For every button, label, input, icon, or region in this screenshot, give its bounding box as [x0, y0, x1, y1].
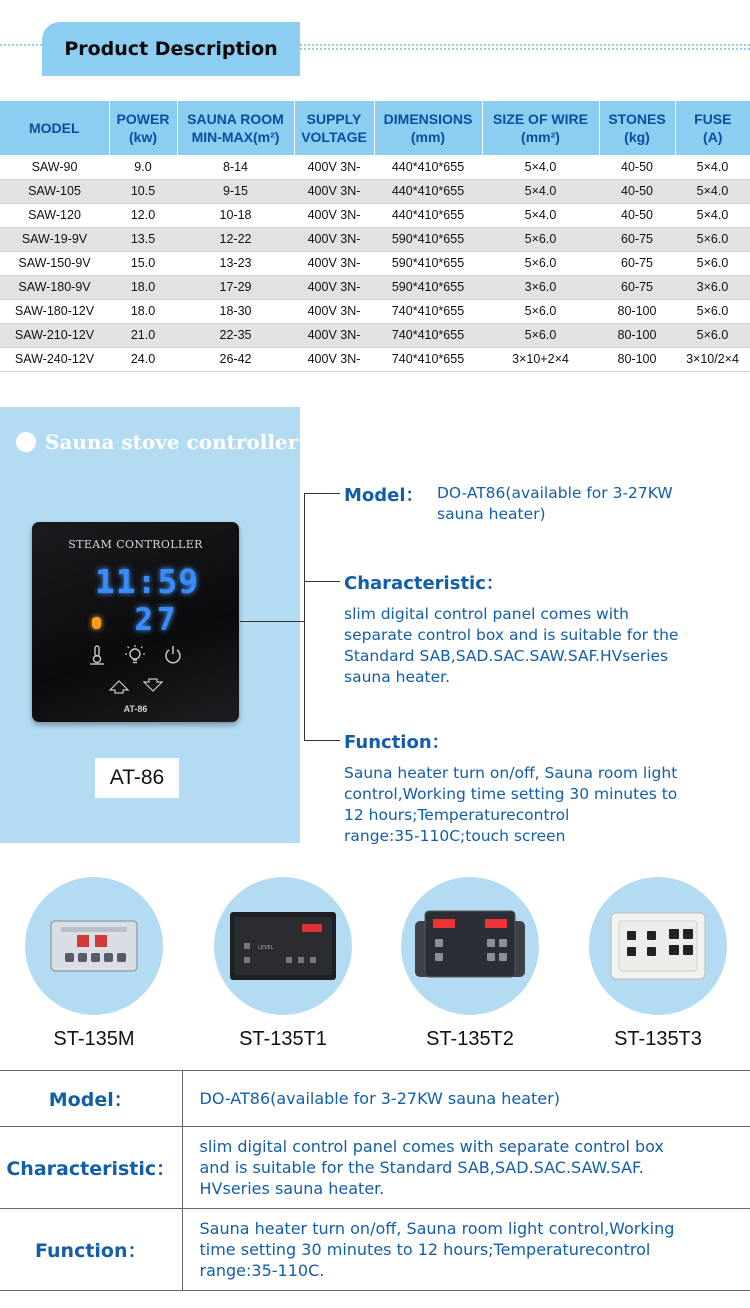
cell-fuse: 5×6.0 — [675, 227, 750, 251]
model-image-st-135m — [25, 877, 163, 1015]
cell-voltage: 400V 3N- — [294, 179, 374, 203]
cell-model: SAW-90 — [0, 155, 109, 179]
col-header-wire: SIZE OF WIRE (mm²) — [482, 101, 599, 155]
cell-wire: 5×4.0 — [482, 203, 599, 227]
col-header-fuse: FUSE (A) — [675, 101, 750, 155]
cell-voltage: 400V 3N- — [294, 323, 374, 347]
page-title: Product Description — [64, 38, 278, 60]
panel-led-icon — [92, 617, 101, 629]
cell-power: 18.0 — [109, 275, 177, 299]
row-value-function — [182, 1209, 750, 1291]
cell-voltage: 400V 3N- — [294, 299, 374, 323]
characteristic-text-line: slim digital control panel comes with — [344, 605, 629, 623]
characteristic-text-line: Standard SAB,SAD.SAC.SAW.SAF.HVseries — [344, 647, 669, 665]
cell-model: SAW-150-9V — [0, 251, 109, 275]
controller-heading-text: Sauna stove controller — [45, 430, 299, 454]
row-value-line: time setting 30 minutes to 12 hours;Temperaturecontrol — [199, 1240, 651, 1259]
cell-power: 13.5 — [109, 227, 177, 251]
cell-fuse: 5×6.0 — [675, 299, 750, 323]
controller-model-label: AT-86 — [95, 758, 179, 798]
connector-line — [304, 493, 340, 741]
bullet-icon — [16, 432, 36, 452]
cell-room: 12-22 — [177, 227, 294, 251]
cell-voltage: 400V 3N- — [294, 347, 374, 371]
cell-dimensions: 740*410*655 — [374, 323, 482, 347]
cell-stones: 40-50 — [599, 179, 675, 203]
model-name: ST-135M — [53, 1028, 135, 1050]
controller-info-table — [0, 1070, 750, 1291]
cell-stones: 80-100 — [599, 299, 675, 323]
light-bulb-icon — [124, 644, 146, 666]
arrow-up-icon — [108, 678, 130, 694]
function-text-line: Sauna heater turn on/off, Sauna room light — [344, 764, 678, 782]
row-label-characteristic: Characteristic： — [0, 1127, 182, 1209]
cell-fuse: 5×4.0 — [675, 179, 750, 203]
controller-st-135m-icon — [25, 877, 163, 1015]
connector-line — [240, 621, 304, 622]
cell-wire: 5×4.0 — [482, 179, 599, 203]
spec-table — [0, 101, 750, 372]
model-name: ST-135T1 — [239, 1028, 327, 1050]
cell-model: SAW-180-12V — [0, 299, 109, 323]
model-text-line: DO-AT86(available for 3-27KW — [437, 484, 673, 502]
row-value-characteristic — [182, 1127, 750, 1209]
model-name: ST-135T2 — [426, 1028, 514, 1050]
heater-icon — [86, 644, 108, 666]
cell-fuse: 5×4.0 — [675, 155, 750, 179]
cell-dimensions: 740*410*655 — [374, 347, 482, 371]
cell-power: 15.0 — [109, 251, 177, 275]
cell-room: 9-15 — [177, 179, 294, 203]
cell-dimensions: 440*410*655 — [374, 203, 482, 227]
row-value-model — [182, 1071, 750, 1127]
cell-power: 12.0 — [109, 203, 177, 227]
cell-room: 13-23 — [177, 251, 294, 275]
model-image-st-135t2 — [401, 877, 539, 1015]
cell-stones: 60-75 — [599, 251, 675, 275]
table-row — [0, 323, 750, 347]
cell-stones: 40-50 — [599, 203, 675, 227]
function-heading: Function： — [344, 732, 450, 753]
panel-time-display: 11:59 — [94, 562, 200, 601]
table-row — [0, 299, 750, 323]
table-row — [0, 1127, 750, 1209]
model-name: ST-135T3 — [614, 1028, 702, 1050]
row-value-line: range:35-110C. — [199, 1261, 325, 1280]
cell-fuse: 5×6.0 — [675, 251, 750, 275]
cell-wire: 5×4.0 — [482, 155, 599, 179]
cell-power: 21.0 — [109, 323, 177, 347]
panel-temp-display: 27 — [134, 602, 180, 638]
cell-wire: 5×6.0 — [482, 227, 599, 251]
cell-dimensions: 740*410*655 — [374, 299, 482, 323]
power-icon — [162, 644, 184, 666]
row-label-function: Function： — [0, 1209, 182, 1291]
svg-text:LEVEL: LEVEL — [258, 945, 274, 951]
cell-stones: 60-75 — [599, 275, 675, 299]
cell-dimensions: 590*410*655 — [374, 275, 482, 299]
controller-st-135t3-icon — [589, 877, 727, 1015]
model-image-st-135t1 — [214, 877, 352, 1015]
table-row — [0, 275, 750, 299]
cell-wire: 3×6.0 — [482, 275, 599, 299]
cell-room: 17-29 — [177, 275, 294, 299]
row-value-line: and is suitable for the Standard SAB,SAD.SAC.SAW.SAF. — [199, 1158, 644, 1177]
table-row — [0, 155, 750, 179]
controller-device-image — [32, 522, 239, 722]
cell-wire: 5×6.0 — [482, 299, 599, 323]
row-value-line: HVseries sauna heater. — [199, 1179, 385, 1198]
cell-model: SAW-210-12V — [0, 323, 109, 347]
cell-wire: 5×6.0 — [482, 251, 599, 275]
cell-dimensions: 590*410*655 — [374, 227, 482, 251]
table-row — [0, 251, 750, 275]
col-header-model: MODEL — [0, 101, 109, 155]
function-text-line: range:35-110C;touch screen — [344, 827, 566, 845]
col-header-stones: STONES (kg) — [599, 101, 675, 155]
col-header-power: POWER (kw) — [109, 101, 177, 155]
controller-heading — [16, 430, 298, 454]
cell-model: SAW-120 — [0, 203, 109, 227]
cell-model: SAW-180-9V — [0, 275, 109, 299]
table-row — [0, 1209, 750, 1291]
row-value-line: slim digital control panel comes with separate control box — [199, 1137, 664, 1156]
cell-dimensions: 440*410*655 — [374, 179, 482, 203]
cell-room: 18-30 — [177, 299, 294, 323]
cell-fuse: 3×10/2×4 — [675, 347, 750, 371]
header-dotted-line-bottom — [300, 48, 750, 50]
cell-stones: 80-100 — [599, 347, 675, 371]
cell-room: 8-14 — [177, 155, 294, 179]
controller-st-135t2-icon — [401, 877, 539, 1015]
cell-voltage: 400V 3N- — [294, 275, 374, 299]
characteristic-text-line: sauna heater. — [344, 668, 450, 686]
panel-title: STEAM CONTROLLER — [68, 538, 203, 551]
cell-model: SAW-240-12V — [0, 347, 109, 371]
cell-fuse: 5×6.0 — [675, 323, 750, 347]
table-row — [0, 227, 750, 251]
table-row — [0, 203, 750, 227]
characteristic-heading: Characteristic： — [344, 573, 504, 594]
model-image-st-135t3 — [589, 877, 727, 1015]
cell-stones: 60-75 — [599, 227, 675, 251]
characteristic-text-line: separate control box and is suitable for the — [344, 626, 679, 644]
row-value-line: Sauna heater turn on/off, Sauna room light control,Working — [199, 1219, 675, 1238]
cell-room: 22-35 — [177, 323, 294, 347]
table-row — [0, 179, 750, 203]
cell-wire: 5×6.0 — [482, 323, 599, 347]
cell-power: 24.0 — [109, 347, 177, 371]
arrow-down-icon — [142, 678, 164, 694]
col-header-voltage: SUPPLY VOLTAGE — [294, 101, 374, 155]
cell-power: 9.0 — [109, 155, 177, 179]
cell-voltage: 400V 3N- — [294, 203, 374, 227]
function-text-line: control,Working time setting 30 minutes to — [344, 785, 678, 803]
col-header-room: SAUNA ROOM MIN-MAX(m²) — [177, 101, 294, 155]
panel-model-label: AT-86 — [123, 704, 148, 714]
cell-voltage: 400V 3N- — [294, 251, 374, 275]
cell-dimensions: 590*410*655 — [374, 251, 482, 275]
cell-wire: 3×10+2×4 — [482, 347, 599, 371]
cell-model: SAW-19-9V — [0, 227, 109, 251]
model-heading: Model： — [344, 485, 424, 506]
connector-line — [304, 581, 340, 582]
function-text-line: 12 hours;Temperaturecontrol — [344, 806, 570, 824]
table-row — [0, 1071, 750, 1127]
spec-header-row — [0, 101, 750, 155]
table-row — [0, 347, 750, 371]
cell-voltage: 400V 3N- — [294, 227, 374, 251]
controller-st-135t1-icon — [214, 877, 352, 1015]
cell-fuse: 5×4.0 — [675, 203, 750, 227]
cell-room: 10-18 — [177, 203, 294, 227]
cell-fuse: 3×6.0 — [675, 275, 750, 299]
cell-model: SAW-105 — [0, 179, 109, 203]
cell-power: 18.0 — [109, 299, 177, 323]
row-value-line: DO-AT86(available for 3-27KW sauna heater) — [199, 1089, 560, 1108]
cell-voltage: 400V 3N- — [294, 155, 374, 179]
cell-stones: 80-100 — [599, 323, 675, 347]
row-label-model: Model： — [0, 1071, 182, 1127]
model-text-line: sauna heater) — [437, 505, 546, 523]
cell-dimensions: 440*410*655 — [374, 155, 482, 179]
cell-power: 10.5 — [109, 179, 177, 203]
cell-stones: 40-50 — [599, 155, 675, 179]
col-header-dimensions: DIMENSIONS (mm) — [374, 101, 482, 155]
cell-room: 26-42 — [177, 347, 294, 371]
